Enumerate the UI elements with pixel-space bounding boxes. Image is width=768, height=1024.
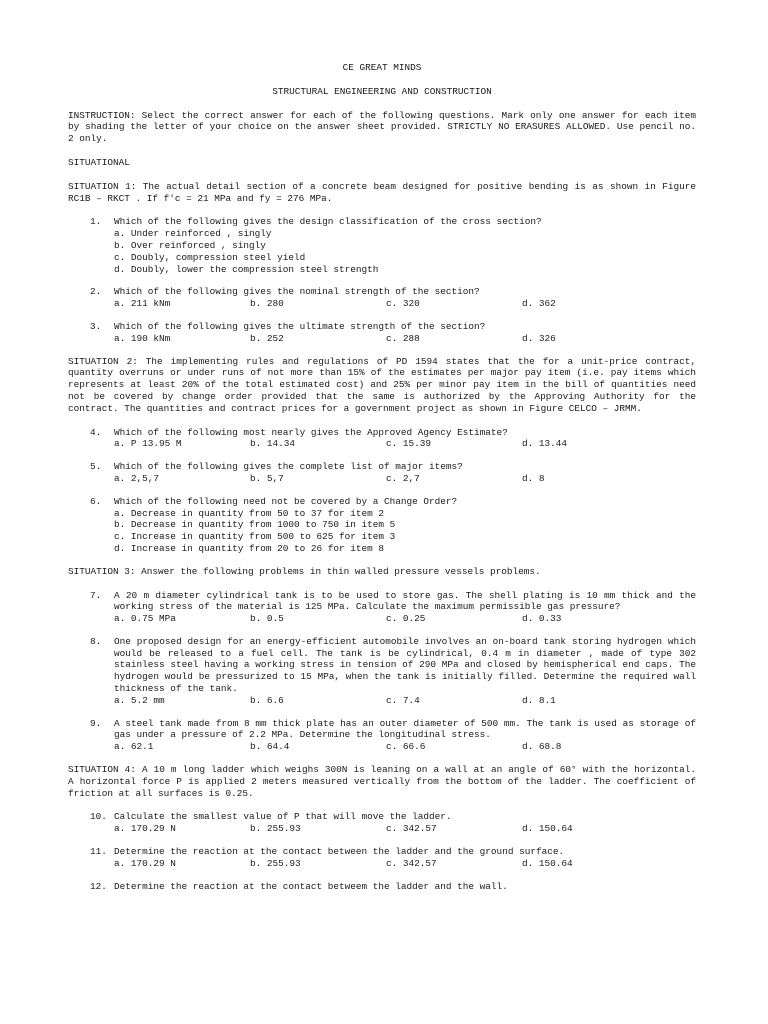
answer-option: a. 190 kNm xyxy=(114,332,171,344)
answer-option: c. 288 xyxy=(386,332,420,344)
question-number: 5. xyxy=(90,461,102,473)
answer-option: c. 7.4 xyxy=(386,694,420,706)
answer-option: b. Over reinforced , singly xyxy=(114,239,266,251)
question-item xyxy=(90,718,696,753)
answer-option: b. 255.93 xyxy=(250,857,301,869)
answer-option: a. 211 kNm xyxy=(114,298,171,310)
answer-option: c. 342.57 xyxy=(386,823,437,835)
section-label: SITUATIONAL xyxy=(68,156,130,168)
answer-options xyxy=(114,613,696,625)
question-item xyxy=(90,846,696,870)
question-text: Determine the reaction at the contact betweem the ladder and the wall. xyxy=(114,880,508,892)
answer-option: a. Under reinforced , singly xyxy=(114,228,272,240)
answer-option: b. 252 xyxy=(250,332,284,344)
answer-options xyxy=(114,333,696,345)
answer-option: b. 255.93 xyxy=(250,823,301,835)
question-text: One proposed design for an energy-efficient automobile involves an on-board tank storing hydrogen which would be released to a fuel cell. The tank is be cylindrical, 0.4 m in diameter , made of type 302 stainless steel having a working stress in tension of 290 MPa and closed by hemispherical end caps. The hydrogen would be pressurized to 15 MPa, when the tank is initially filled. Determine the required wall thickness of the tank. xyxy=(114,635,696,695)
question-item xyxy=(90,286,696,310)
answer-option: b. 280 xyxy=(250,298,284,310)
situation-text: SITUATION 3: Answer the following problems in thin walled pressure vessels problems. xyxy=(68,565,541,577)
question-item xyxy=(90,881,696,893)
question-number: 1. xyxy=(90,216,102,228)
question-item xyxy=(90,216,696,275)
question-number: 7. xyxy=(90,589,102,601)
question-number: 12. xyxy=(90,880,107,892)
answer-option: d. 68.8 xyxy=(522,741,562,753)
answer-option: c. 320 xyxy=(386,298,420,310)
question-item xyxy=(90,427,696,451)
question-text: Determine the reaction at the contact between the ladder and the ground surface. xyxy=(114,846,565,858)
answer-option: d. Doubly, lower the compression steel strength xyxy=(114,263,379,275)
question-number: 4. xyxy=(90,426,102,438)
answer-option: a. 170.29 N xyxy=(114,857,176,869)
answer-option: b. 64.4 xyxy=(250,741,290,753)
answer-option: b. Decrease in quantity from 1000 to 750 in item 5 xyxy=(114,519,396,531)
instruction-text: INSTRUCTION: Select the correct answer for each of the following questions. Mark only one answer for each item by shading the letter of your choice on the answer sheet provided. STRICTLY NO ERASURES ALLOWED. Use pencil no. 2 only. xyxy=(68,109,696,145)
answer-option: c. 15.39 xyxy=(386,438,432,450)
question-text: Calculate the smallest value of P that will move the ladder. xyxy=(114,811,452,823)
answer-option: d. 326 xyxy=(522,332,556,344)
situations-container xyxy=(68,181,696,893)
answer-option: a. Decrease in quantity from 50 to 37 for item 2 xyxy=(114,507,385,519)
answer-option: d. 13.44 xyxy=(522,438,568,450)
situation-text: SITUATION 4: A 10 m long ladder which weighs 300N is leaning on a wall at an angle of 60° with the horizontal. A horizontal force P is applied 2 meters measured vertically from the bottom of the ladder. The coefficient of friction at all surfaces is 0.25. xyxy=(68,764,696,799)
answer-option: d. 8.1 xyxy=(522,694,556,706)
situation-text: SITUATION 2: The implementing rules and regulations of PD 1594 states that the for a unit-price contract, quantity overruns or under runs of not more than 15% of the estimates per major pay item (i.e. pay items which represents at least 20% of the total estimated cost) and 25% per minor pay item in the bill of quantities need not be covered by change order provided that the same is authorized by the Approving Authority for the contract. The quantities and contract prices for a government project as shown in Figure CELCO – JRMM. xyxy=(68,355,696,414)
answer-option: c. Increase in quantity from 500 to 625 for item 3 xyxy=(114,531,396,543)
subject-title: STRUCTURAL ENGINEERING AND CONSTRUCTION xyxy=(272,85,492,97)
answer-option: c. Doubly, compression steel yield xyxy=(114,251,306,263)
question-number: 2. xyxy=(90,286,102,298)
answer-options xyxy=(114,473,696,485)
answer-options xyxy=(114,695,696,707)
question-text: A 20 m diameter cylindrical tank is to be used to store gas. The shell plating is 10 mm thick and the working stress of the material is 125 MPa. Calculate the maximum permissible gas pressure? xyxy=(114,589,696,613)
answer-option: c. 0.25 xyxy=(386,613,426,625)
question-item xyxy=(90,811,696,835)
answer-option: b. 14.34 xyxy=(250,438,296,450)
answer-option: d. 0.33 xyxy=(522,613,562,625)
question-item xyxy=(90,636,696,707)
question-text: Which of the following most nearly gives the Approved Agency Estimate? xyxy=(114,426,508,438)
question-number: 9. xyxy=(90,717,102,729)
question-item xyxy=(90,461,696,485)
answer-options xyxy=(114,438,696,450)
question-number: 6. xyxy=(90,495,102,507)
question-text: A steel tank made from 8 mm thick plate has an outer diameter of 500 mm. The tank is used as storage of gas under a pressure of 2.2 MPa. Determine the longitudinal stress. xyxy=(114,717,696,741)
answer-options xyxy=(114,823,696,835)
answer-options xyxy=(114,858,696,870)
answer-option: a. 5.2 mm xyxy=(114,694,165,706)
question-number: 11. xyxy=(90,846,107,858)
situation-text: SITUATION 1: The actual detail section of a concrete beam designed for positive bending is as shown in Figure RC1B – RKCT . If f'c = 21 MPa and fy = 276 MPa. xyxy=(68,180,696,204)
question-text: Which of the following gives the complete list of major items? xyxy=(114,461,463,473)
question-text: Which of the following gives the nominal strength of the section? xyxy=(114,286,480,298)
question-number: 3. xyxy=(90,320,102,332)
answer-option: d. 150.64 xyxy=(522,857,573,869)
answer-option: c. 342.57 xyxy=(386,857,437,869)
answer-option: c. 66.6 xyxy=(386,741,426,753)
question-number: 10. xyxy=(90,811,107,823)
org-title: CE GREAT MINDS xyxy=(342,62,422,73)
answer-option: a. 170.29 N xyxy=(114,823,176,835)
answer-option: d. 362 xyxy=(522,298,556,310)
answer-option: d. 8 xyxy=(522,472,545,484)
question-text: Which of the following gives the ultimate strength of the section? xyxy=(114,320,486,332)
question-item xyxy=(90,321,696,345)
answer-option: b. 5,7 xyxy=(250,472,284,484)
answer-options xyxy=(114,228,696,275)
answer-option: a. 0.75 MPa xyxy=(114,613,176,625)
answer-option: b. 0.5 xyxy=(250,613,284,625)
answer-option: a. P 13.95 M xyxy=(114,438,182,450)
question-item xyxy=(90,496,696,555)
answer-options xyxy=(114,741,696,753)
answer-option: a. 62.1 xyxy=(114,741,154,753)
answer-option: c. 2,7 xyxy=(386,472,420,484)
answer-option: b. 6.6 xyxy=(250,694,284,706)
answer-options xyxy=(114,508,696,555)
answer-option: d. 150.64 xyxy=(522,823,573,835)
answer-option: d. Increase in quantity from 20 to 26 for item 8 xyxy=(114,542,385,554)
question-text: Which of the following need not be covered by a Change Order? xyxy=(114,495,458,507)
answer-option: a. 2,5,7 xyxy=(114,472,160,484)
question-number: 8. xyxy=(90,635,102,647)
question-item xyxy=(90,590,696,625)
answer-options xyxy=(114,298,696,310)
question-text: Which of the following gives the design classification of the cross section? xyxy=(114,216,542,228)
